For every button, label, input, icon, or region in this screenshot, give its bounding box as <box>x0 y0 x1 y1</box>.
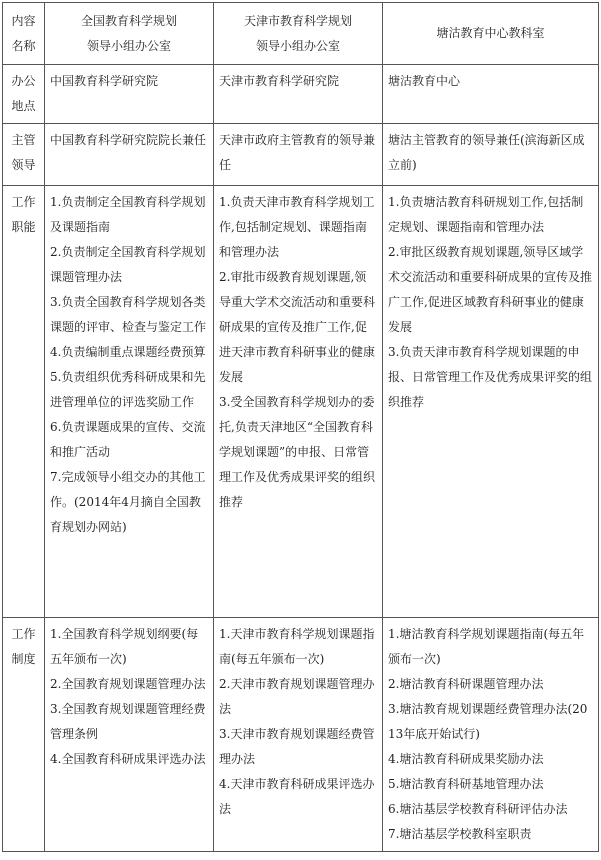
list-item: 2.全国教育规划课题管理办法 <box>50 677 206 691</box>
column-header-tianjin <box>214 3 383 65</box>
table-cell <box>383 618 599 852</box>
list-item: 1.负责天津市教育科学规划工作,包括制定规划、课题指南和管理办法 <box>219 195 375 259</box>
row-header-office-location <box>3 65 45 124</box>
corner-header-line: 名称 <box>11 38 36 53</box>
list-item: 1.负责制定全国教育科学规划及课题指南 <box>50 195 206 234</box>
list-item: 3.负责全国教育科学规划各类课题的评审、检查与鉴定工作 <box>50 295 207 334</box>
list-item: 4.负责编制重点课题经费预算 <box>50 345 206 359</box>
row-header-line: 制度 <box>11 652 36 666</box>
list-item: 1.塘沽教育科学规划课题指南(每五年颁布一次) <box>388 627 585 666</box>
table-cell <box>214 65 383 124</box>
list-item: 2.审批市级教育规划课题,领导重大学术交流活动和重要科研成果的宣传及推广工作,促进天津市教育科研事业的健康发展 <box>219 270 376 384</box>
list-item: 5.负责组织优秀科研成果和先进管理单位的评选奖励工作 <box>50 370 206 409</box>
table-cell <box>45 186 214 618</box>
list-item: 3.塘沽教育规划课题经费管理办法(2013年底开始试行) <box>388 702 588 741</box>
list-item: 6.负责课题成果的宣传、交流和推广活动 <box>50 420 206 459</box>
row-header-line: 工作 <box>11 195 36 209</box>
list-item: 6.塘沽基层学校教育科研评估办法 <box>388 802 568 816</box>
list-item: 2.塘沽教育科研课题管理办法 <box>388 677 544 691</box>
row-header-supervising-leader <box>3 124 45 186</box>
row-header-line: 主管 <box>11 133 36 147</box>
list-item: 3.负责天津市教育科学规划课题的申报、日常管理工作及优秀成果评奖的组织推荐 <box>388 345 593 409</box>
table-cell <box>214 124 383 186</box>
row-header-line: 地点 <box>11 99 36 113</box>
list-item: 4.全国教育科研成果评选办法 <box>50 752 206 766</box>
cell-text: 天津市政府主管教育的领导兼任 <box>219 133 376 172</box>
list-item: 1.负责塘沽教育科研规划工作,包括制定规划、课题指南和管理办法 <box>388 195 584 234</box>
table-cell <box>214 618 383 852</box>
table-row-office-location <box>3 65 599 124</box>
corner-header-line: 内容 <box>11 13 36 28</box>
table-cell <box>383 186 599 618</box>
cell-text: 中国教育科学研究院院长兼任 <box>50 133 207 147</box>
list-item: 4.天津市教育科研成果评选办法 <box>219 777 375 816</box>
cell-text: 中国教育科学研究院 <box>50 74 159 88</box>
list-item: 2.天津市教育规划课题管理办法 <box>219 677 375 716</box>
table-cell <box>383 65 599 124</box>
list-item: 3.全国教育规划课题管理经费管理条例 <box>50 702 206 741</box>
list-item: 2.负责制定全国教育科学规划课题管理办法 <box>50 245 206 284</box>
row-header-work-functions <box>3 186 45 618</box>
corner-header-cell <box>3 3 45 65</box>
column-header-line: 天津市教育科学规划 <box>243 13 352 28</box>
row-header-line: 职能 <box>11 220 36 234</box>
table-cell <box>383 124 599 186</box>
table-cell <box>45 124 214 186</box>
row-header-line: 工作 <box>11 627 36 641</box>
list-item: 7.塘沽基层学校教科室职责 <box>388 827 532 841</box>
cell-text: 塘沽主管教育的领导兼任(滨海新区成立前) <box>388 133 585 172</box>
column-header-line: 塘沽教育中心教科室 <box>436 26 545 40</box>
column-header-national <box>45 3 214 65</box>
cell-text: 塘沽教育中心 <box>388 74 461 88</box>
table-row-supervising-leader <box>3 124 599 186</box>
column-header-line: 领导小组办公室 <box>255 38 340 53</box>
table-row-work-system <box>3 618 599 852</box>
column-header-line: 全国教育科学规划 <box>80 13 177 28</box>
list-item: 1.全国教育科学规划纲要(每五年颁布一次) <box>50 627 199 666</box>
list-item: 4.塘沽教育科研成果奖励办法 <box>388 752 544 766</box>
row-header-line: 领导 <box>11 158 36 172</box>
table-cell <box>214 186 383 618</box>
table-cell <box>45 618 214 852</box>
row-header-work-system <box>3 618 45 852</box>
comparison-table <box>2 2 599 852</box>
list-item: 3.受全国教育科学规划办的委托,负责天津地区“全国教育科学规划课题”的申报、日常管理工作及优秀成果评奖的组织推荐 <box>219 395 376 509</box>
cell-text: 天津市教育科学研究院 <box>219 74 340 88</box>
row-header-line: 办公 <box>11 74 36 88</box>
list-item: 1.天津市教育科学规划课题指南(每五年颁布一次) <box>219 627 375 666</box>
column-header-tanggu <box>383 3 599 65</box>
column-header-line: 领导小组办公室 <box>86 38 171 53</box>
list-item: 5.塘沽教育科研基地管理办法 <box>388 777 544 791</box>
table-row-work-functions <box>3 186 599 618</box>
list-item: 2.审批区级教育规划课题,领导区域学术交流活动和重要科研成果的宣传及推广工作,促进区域教育科研事业的健康发展 <box>388 245 593 334</box>
header-row <box>3 3 599 65</box>
list-item: 3.天津市教育规划课题经费管理办法 <box>219 727 375 766</box>
table-cell <box>45 65 214 124</box>
list-item: 7.完成领导小组交办的其他工作。(2014年4月摘自全国教育规划办网站) <box>50 470 206 534</box>
